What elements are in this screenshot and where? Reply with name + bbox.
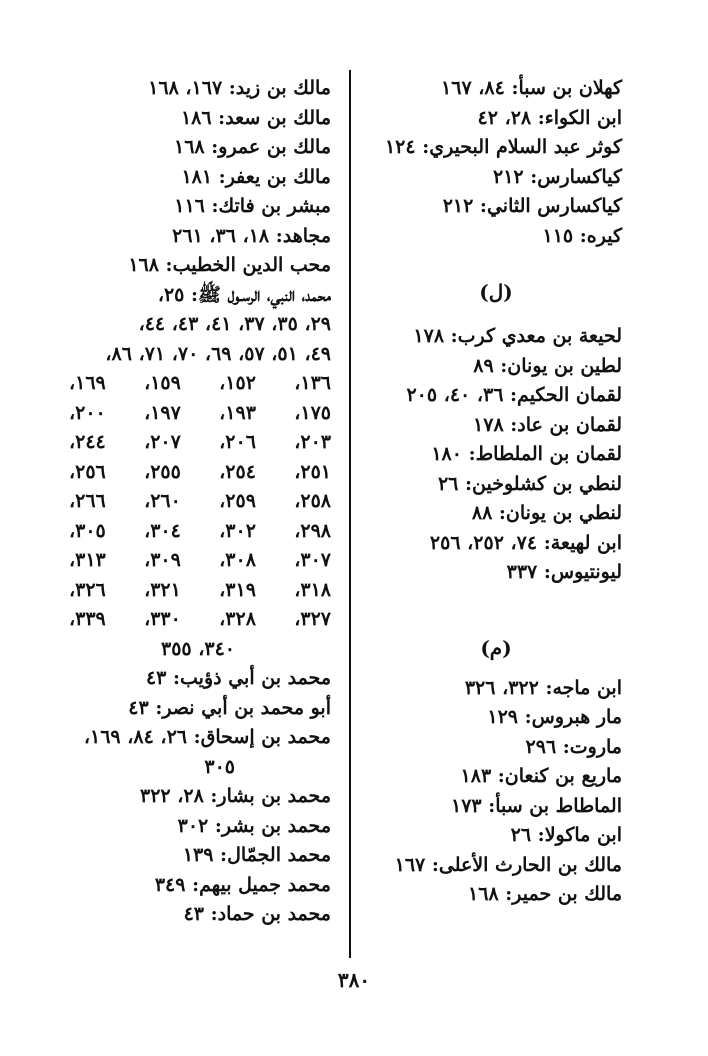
page-refs-row	[69, 517, 331, 547]
page-ref: ٢٥٩،	[219, 490, 256, 512]
page-refs-row	[69, 369, 331, 399]
index-entry: كياكسارس الثاني: ٢١٢	[442, 195, 622, 217]
index-entry: ابن الكواء: ٢٨، ٤٢	[477, 106, 622, 129]
index-entry: محمد بن إسحاق: ٢٦، ٨٤، ١٦٩،	[83, 726, 331, 748]
page-ref: ٣١٣،	[69, 549, 106, 571]
index-entry: كهلان بن سبأ: ٨٤، ١٦٧	[441, 77, 622, 99]
index-column-left	[69, 74, 331, 930]
page-ref: ١٥٩،	[144, 372, 181, 394]
page-refs-line: ٣٠٥	[204, 755, 235, 778]
page-ref: ٢٥٨،	[294, 490, 331, 512]
index-group-mim	[370, 674, 622, 910]
index-entry: كياكسارس: ٢١٢	[493, 165, 622, 188]
page-ref: ١٩٣،	[219, 401, 256, 424]
index-entry: أبو محمد بن أبي نصر: ٤٣	[128, 696, 331, 719]
page-ref: ٣٣٠،	[144, 608, 181, 630]
index-entry: ابن ماكولا: ٢٦	[510, 824, 622, 846]
page-ref: ٣٠٩،	[144, 549, 181, 571]
index-entry: محمد الجمّال: ١٣٩	[182, 844, 331, 866]
page-refs-row	[69, 487, 331, 517]
index-entry: لقمان بن عاد: ١٧٨	[473, 413, 622, 436]
page-ref: ٣٣٩،	[69, 608, 106, 630]
page-number: ٣٨٠	[337, 968, 371, 992]
index-entry: محمد جميل بيهم: ٣٤٩	[154, 873, 331, 896]
page-ref: ٢٤٤،	[69, 431, 106, 453]
index-entry: مالك بن زيد: ١٦٧، ١٦٨	[148, 77, 331, 99]
index-entry: محمد بن حماد: ٤٣	[183, 903, 331, 925]
page-refs-line: ٢٩، ٣٥، ٣٧، ٤١، ٤٣، ٤٤،	[138, 313, 331, 335]
page-ref: ٣١٩،	[219, 578, 256, 601]
index-group-lam	[370, 322, 622, 588]
page-refs-row	[69, 576, 331, 606]
page-ref: ٣٠٨،	[219, 549, 256, 571]
index-entry: مالك بن عمرو: ١٦٨	[174, 136, 331, 158]
page-ref: ٢٥٥،	[144, 460, 181, 483]
page-ref: ٣٢١،	[144, 578, 181, 601]
page-ref: ٣٠٢،	[219, 519, 256, 542]
index-entry: لحيعة بن معدي كرب: ١٧٨	[413, 325, 622, 347]
page-ref: ٢٦٠،	[144, 490, 181, 512]
index-entry: مالك بن الحارث الأعلى: ١٦٧	[394, 853, 622, 876]
page-refs-row	[69, 605, 331, 635]
index-entry: كوثر عبد السلام البحيري: ١٢٤	[384, 136, 622, 158]
index-entry: ليونتيوس: ٣٣٧	[506, 561, 622, 583]
index-entry: محب الدين الخطيب: ١٦٨	[128, 254, 331, 276]
page-ref: ٣٠٧،	[294, 549, 331, 571]
page-refs-line: ٤٩، ٥١، ٥٧، ٦٩، ٧٠، ٧١، ٨٦،	[105, 342, 331, 365]
index-group-kaf	[370, 74, 622, 251]
page-ref: ١٧٥،	[294, 401, 331, 424]
section-heading-lam: (ل)	[479, 280, 513, 304]
page-ref: ٢٥١،	[294, 460, 331, 483]
page-ref: ٢٦٦،	[69, 490, 106, 512]
index-entry: ماريع بن كنعان: ١٨٣	[460, 765, 622, 787]
index-entry: مالك بن سعد: ١٨٦	[180, 106, 331, 129]
index-entry: لقمان بن الملطاط: ١٨٠	[431, 443, 622, 465]
page-ref: ١٦٩،	[69, 372, 106, 394]
index-entry: ابن ماجه: ٣٢٢، ٣٢٦	[464, 676, 622, 699]
index-entry: لقمان الحكيم: ٣٦، ٤٠، ٢٠٥	[406, 384, 622, 406]
page-ref: ٢٥٤،	[219, 460, 256, 483]
page-refs-row	[69, 428, 331, 458]
page-refs-grid	[69, 369, 331, 635]
section-heading-mim: (م)	[480, 635, 512, 660]
index-entry: كيره: ١١٥	[542, 224, 622, 247]
index-entry: ابن لهيعة: ٧٤، ٢٥٢، ٢٥٦	[429, 531, 622, 554]
page-refs-row	[69, 399, 331, 429]
page-ref: ٣٢٦،	[69, 578, 106, 601]
index-entry: محمد بن بشار: ٢٨، ٣٢٢	[139, 785, 331, 807]
index-entry: لنطي بن كشلوخين: ٢٦	[437, 472, 622, 495]
page-ref: ٣٠٥،	[69, 519, 106, 542]
page-ref: ٢٠٧،	[144, 431, 181, 453]
index-entry: لنطي بن يونان: ٨٨	[471, 502, 622, 524]
page-refs-row	[69, 458, 331, 488]
page-refs-row	[69, 546, 331, 576]
index-entry-muhammad: محمد، النبي، الرسـول ﷺ: ٢٥،	[157, 283, 331, 306]
page-ref: ٣٠٤،	[144, 519, 181, 542]
page-ref: ٣٢٨،	[219, 608, 256, 630]
page-ref: ١٥٢،	[219, 372, 256, 394]
index-entry: ماروت: ٢٩٦	[525, 735, 622, 758]
index-entry: محمد بن بشر: ٣٠٢	[177, 814, 331, 837]
page-ref: ١٣٦،	[294, 372, 331, 394]
page-refs-line: ٣٤٠، ٣٥٥	[161, 637, 235, 660]
index-entry: مجاهد: ١٨، ٣٦، ٢٦١	[172, 224, 331, 247]
index-entry: محمد بن أبي ذؤيب: ٤٣	[145, 667, 331, 689]
index-entry: لطين بن يونان: ٨٩	[473, 354, 622, 377]
page-ref: ٣٢٧،	[294, 608, 331, 630]
page-ref: ١٩٧،	[144, 401, 181, 424]
index-entry: مبشر بن فاتك: ١١٦	[174, 195, 331, 217]
page-ref: ٢٥٦،	[69, 460, 106, 483]
page-ref: ٢٠٠،	[69, 401, 106, 424]
page-ref: ٢٠٦،	[219, 431, 256, 453]
column-divider	[349, 70, 351, 958]
index-entry: مالك بن حمير: ١٦٨	[468, 883, 622, 905]
page-ref: ٢٩٨،	[294, 519, 331, 542]
page-ref: ٢٠٣،	[294, 431, 331, 453]
index-entry: الماطاط بن سبأ: ١٧٣	[450, 794, 622, 817]
index-column-right	[370, 74, 622, 910]
index-entry: مار هبروس: ١٢٩	[487, 706, 622, 728]
page-ref: ٣١٨،	[294, 578, 331, 601]
index-entry: مالك بن يعفر: ١٨١	[181, 165, 331, 188]
